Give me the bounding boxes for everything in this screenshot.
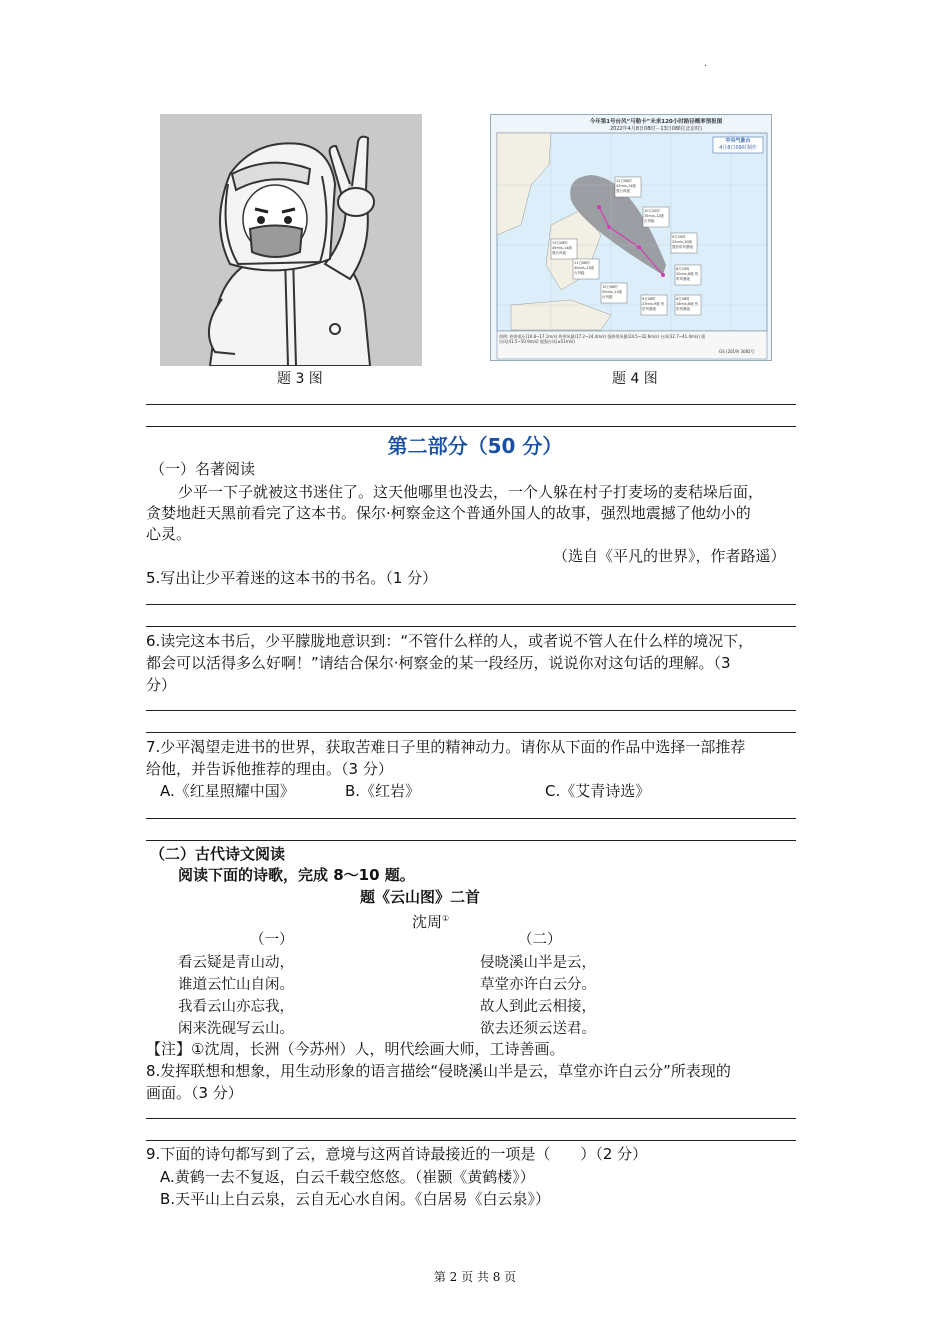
- figure-4-caption: 题 4 图: [612, 371, 658, 387]
- figure-4-typhoon-map: [490, 114, 772, 361]
- map-label: 8日20时 20m/s,8级 热带风暴级: [676, 267, 699, 281]
- map-legend: 图例: 热带低压(10.8~17.1m/s) 热带风暴(17.2~24.4m/s) 强热带风暴(24.5~32.6m/s) 台风(32.7~41.4m/s) 强台风(41.5~50.9m/s) 超强台风(≥51m/s): [499, 334, 706, 344]
- poem-note: 【注】①沈周，长洲（今苏州）人，明代绘画大师，工诗善画。: [146, 1040, 565, 1058]
- poem-1-line: 我看云山亦忘我，: [178, 999, 294, 1015]
- option-b: B.《红岩》: [345, 782, 421, 800]
- map-label: 13日08时 45m/s,14级 强台风级: [552, 241, 572, 255]
- map-label: 11日08时 40m/s,13级 台风级: [574, 261, 594, 275]
- answer-line: [146, 404, 796, 405]
- map-graphic: [491, 115, 771, 360]
- passage-line: 贪婪地赶天黑前看完了这本书。保尔·柯察金这个普通外国人的故事，强烈地震撼了他幼小的: [146, 504, 751, 522]
- option-a: A.黄鹤一去不复返，白云千载空悠悠。（崔颢《黄鹤楼》）: [160, 1168, 535, 1186]
- part1-heading: （一）名著阅读: [150, 460, 256, 478]
- page-footer: 第 2 页 共 8 页: [433, 1270, 517, 1284]
- poem-1-line: 看云疑是青山动，: [178, 955, 294, 971]
- part2-heading: （二）古代诗文阅读: [150, 845, 286, 863]
- poem-author: 沈周①: [412, 913, 450, 931]
- question-7-line: 给他，并告诉他推荐的理由。（3 分）: [146, 760, 393, 778]
- map-label: 10日08时 30m/s,11级 台风级: [602, 285, 622, 299]
- map-label: 9日20时 25m/s,10级 强热带风暴级: [672, 235, 693, 249]
- answer-line: [146, 604, 796, 605]
- question-6-line: 都会可以活得多么好啊！”请结合保尔·柯察金的某一段经历，说说你对这句话的理解。（3: [146, 654, 731, 672]
- figure-3-caption: 题 3 图: [277, 371, 323, 387]
- answer-line: [146, 818, 796, 819]
- cartoon-health-worker-illustration: [160, 114, 422, 366]
- answer-line: [146, 732, 796, 733]
- passage-line: 心灵。: [146, 525, 192, 543]
- poem-2-line: 故人到此云相接，: [480, 999, 596, 1015]
- poem-1-line: 谁道云忙山自闲。: [178, 977, 294, 993]
- map-label: 12日08时 42m/s,14级 强台风级: [616, 179, 636, 193]
- question-8-line: 画面。（3 分）: [146, 1084, 243, 1102]
- part2-instruction: 阅读下面的诗歌，完成 8～10 题。: [178, 866, 415, 884]
- poem-title: 题《云山图》二首: [360, 888, 481, 906]
- option-a: A.《红星照耀中国》: [160, 782, 295, 800]
- page-mark: ·: [704, 61, 708, 72]
- poem-1-label: （一）: [250, 932, 294, 948]
- option-c: C.《艾青诗选》: [545, 782, 651, 800]
- question-5: 5.写出让少平着迷的这本书的书名。（1 分）: [146, 569, 438, 587]
- map-title: 今年第1号台风“马勒卡”未来120小时路径概率预报图: [589, 119, 723, 125]
- footnote-mark: ①: [442, 914, 450, 923]
- option-b: B.天平山上白云泉，云自无心水自闲。《白居易《白云泉》）: [160, 1190, 551, 1208]
- poem-2-line: 欲去还须云送君。: [480, 1021, 596, 1037]
- answer-line: [146, 1118, 796, 1119]
- map-label: 8日08时 18m/s,8级 热带风暴级: [676, 297, 699, 311]
- poem-2-line: 侵晓溪山半是云，: [480, 955, 596, 971]
- answer-line: [146, 840, 796, 841]
- passage-source: （选自《平凡的世界》，作者路遥）: [553, 547, 786, 565]
- question-6-line: 分）: [146, 676, 177, 694]
- figure-3-image: [160, 114, 422, 366]
- question-7-line: 7.少平渴望走进书的世界，获取苦难日子里的精神动力。请你从下面的作品中选择一部推荐: [146, 738, 746, 756]
- map-issue-time: 4月8日09时制作: [719, 145, 757, 151]
- answer-line: [146, 426, 796, 427]
- question-9: 9.下面的诗句都写到了云，意境与这两首诗最接近的一项是（ ）（2 分）: [146, 1145, 648, 1163]
- question-8-line: 8.发挥联想和想象，用生动形象的语言描绘“侵晓溪山半是云，草堂亦许白云分”所表现的: [146, 1062, 731, 1080]
- passage-line: 少平一下子就被这书迷住了。这天他哪里也没去，一个人躲在村子打麦场的麦秸垛后面，: [178, 483, 764, 501]
- map-label: 10日20时 35m/s,12级 台风级: [644, 209, 664, 223]
- answer-line: [146, 710, 796, 711]
- map-subtitle: 2022年4月8日08时－13日08时(北京时): [609, 126, 703, 132]
- answer-line: [146, 1140, 796, 1141]
- map-label: 9日08时 23m/s,9级 热带风暴级: [642, 297, 665, 311]
- poem-2-label: （二）: [518, 932, 562, 948]
- answer-line: [146, 626, 796, 627]
- section-title: 第二部分（50 分）: [387, 434, 563, 458]
- map-code: GS (2019) 3082号: [719, 349, 755, 354]
- question-6-line: 6.读完这本书后，少平朦胧地意识到：“不管什么样的人，或者说不管人在什么样的境况下，: [146, 632, 754, 650]
- poem-1-line: 闲来洗砚写云山。: [178, 1021, 294, 1037]
- map-issuer: 中央气象台: [725, 138, 751, 144]
- poem-2-line: 草堂亦许白云分。: [480, 977, 596, 993]
